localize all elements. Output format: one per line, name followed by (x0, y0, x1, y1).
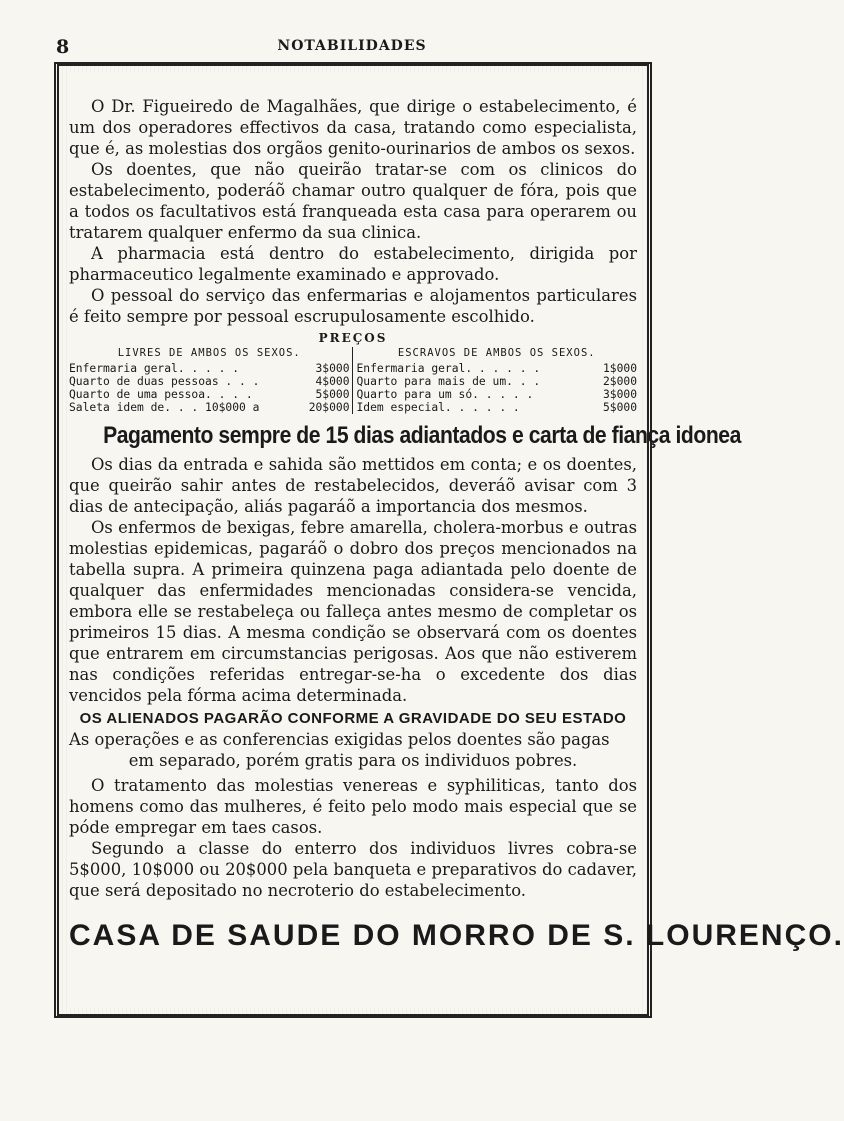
alienados-banner: OS ALIENADOS PAGARÃO CONFORME A GRAVIDADE DO SEU ESTADO (79, 710, 627, 727)
page-number: 8 (56, 36, 70, 58)
price-value: 3$000 (602, 388, 637, 401)
operations-line-2: em separado, porém gratis para os individuos pobres. (128, 751, 578, 770)
price-row (69, 388, 350, 401)
price-column-heading: LIVRES DE AMBOS OS SEXOS. (117, 347, 301, 359)
price-value: 5$000 (315, 388, 350, 401)
price-value: 5$000 (602, 401, 637, 414)
price-label: Quarto para um só. . . . . (356, 388, 534, 401)
price-column-heading: ESCRAVOS DE AMBOS OS SEXOS. (397, 347, 596, 359)
price-value: 20$000 (308, 401, 350, 414)
advertisement-content (69, 96, 844, 953)
terms-paragraph-entry: Os dias da entrada e sahida são mettidos em conta; e os doentes, que queirão sahir antes de restabelecidos, deveráõ avisar com 3 dias de antecipação, aliás pagaráõ a importancia dos mesmos. (69, 455, 637, 516)
price-value: 1$000 (602, 362, 637, 375)
price-row (69, 362, 350, 375)
price-row (357, 388, 638, 401)
price-row (357, 375, 638, 388)
price-row (69, 375, 350, 388)
price-label: Enfermaria geral. . . . . . (356, 362, 541, 375)
price-row (357, 401, 638, 414)
price-label: Quarto de uma pessoa. . . . (69, 388, 253, 401)
price-label: Quarto para mais de um. . . (356, 375, 541, 388)
price-value: 2$000 (602, 375, 637, 388)
funeral-paragraph: Segundo a classe do enterro dos individuos livres cobra-se 5$000, 10$000 ou 20$000 pela banqueta e preparativos do cadaver, que será depositado no necroterio do estabelecimento. (69, 839, 637, 900)
prices-title: PREÇOS (318, 331, 388, 345)
price-label: Quarto de duas pessoas . . . (69, 375, 260, 388)
price-row (69, 401, 350, 414)
intro-paragraph-staff: O pessoal do serviço das enfermarias e alojamentos particulares é feito sempre por pessoal escrupulosamente escolhido. (69, 286, 637, 326)
price-value: 4$000 (315, 375, 350, 388)
price-column-slaves (353, 347, 638, 414)
price-row (357, 362, 638, 375)
operations-line-1: As operações e as conferencias exigidas pelos doentes são pagas (69, 730, 610, 749)
advertisement-frame (54, 62, 844, 1018)
venereal-paragraph: O tratamento das molestias venereas e syphiliticas, tanto dos homens como das mulheres, é feito pelo modo mais especial que se póde empregar em taes casos. (69, 776, 637, 837)
price-value: 3$000 (315, 362, 350, 375)
intro-paragraph-director: O Dr. Figueiredo de Magalhães, que dirige o estabelecimento, é um dos operadores effectivos da casa, tratando como especialista, que é, as molestias dos orgãos genito-ourinarios de ambos os sexos. (69, 97, 637, 158)
price-label: Saleta idem de. . . 10$000 a (69, 401, 260, 414)
terms-paragraph-epidemics: Os enfermos de bexigas, febre amarella, cholera-morbus e outras molestias epidemicas, pagaráõ o dobro dos preços mencionados na tabella supra. A primeira quinzena paga adiantada pelo doente de qualquer das enfermidades mencionadas considera-se vencida, embora elle se restabeleça ou falleça antes mesmo de completar os primeiros 15 dias. A mesma condição se observará com os doentes que entrarem em circumstancias perigosas. Aos que não estiverem nas condições referidas entregar-se-ha o excedente dos dias vencidos pela fórma acima determinada. (69, 518, 637, 705)
payment-banner: Pagamento sempre de 15 dias adiantados e carta de fiança idonea (103, 422, 741, 449)
price-column-free (69, 347, 353, 414)
price-label: Idem especial. . . . . . (356, 401, 520, 414)
price-label: Enfermaria geral. . . . . (69, 362, 240, 375)
page-header (0, 36, 704, 58)
advertisement-body (67, 72, 844, 1008)
running-title: NOTABILIDADES (277, 38, 427, 54)
institution-title: CASA DE SAUDE DO MORRO DE S. LOURENÇO. (69, 919, 844, 952)
intro-paragraph-doctors: Os doentes, que não queirão tratar-se com os clinicos do estabelecimento, poderáõ chamar outro qualquer de fóra, pois que a todos os facultativos está franqueada esta casa para operarem ou tratarem qualquer enfermo da sua clinica. (69, 160, 637, 242)
intro-paragraph-pharmacy: A pharmacia está dentro do estabelecimento, dirigida por pharmaceutico legalmente examinado e approvado. (69, 244, 637, 284)
price-table (69, 347, 637, 414)
